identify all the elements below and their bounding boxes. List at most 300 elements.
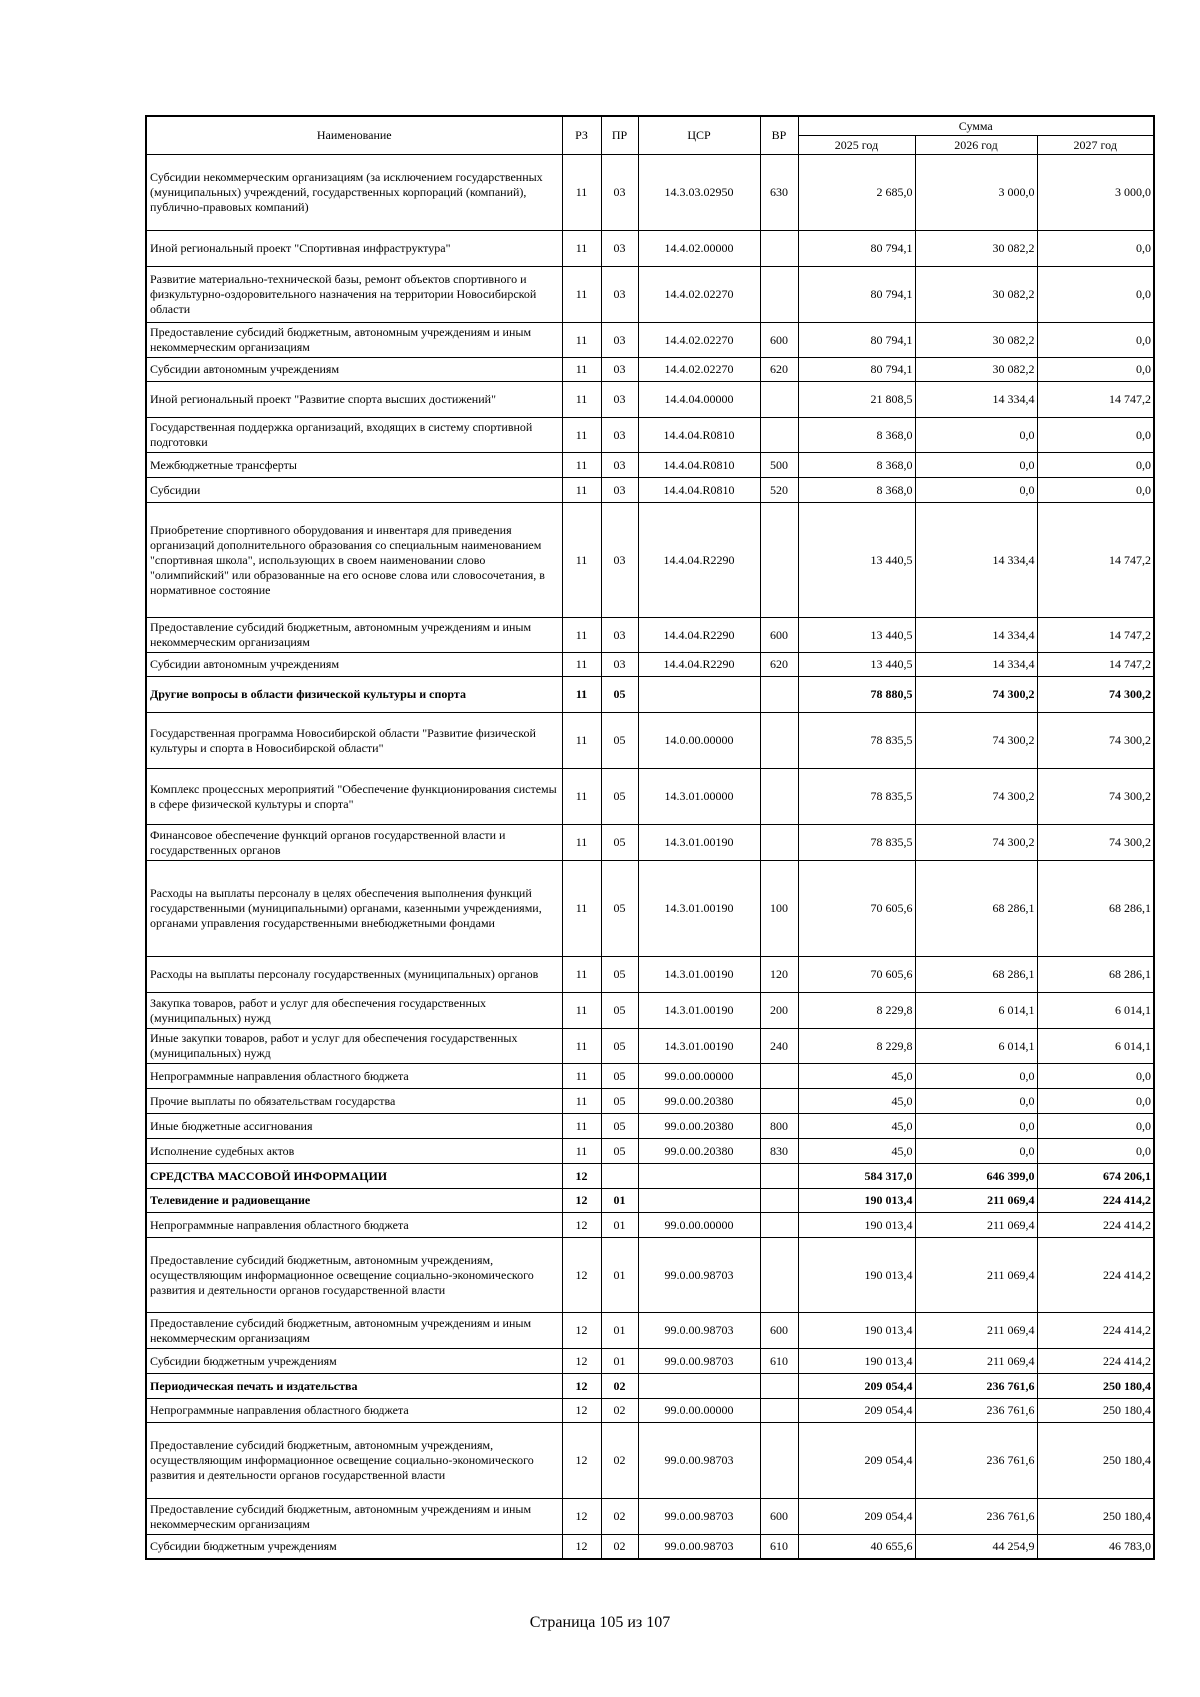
cell-sum-2027: 6 014,1 [1037, 993, 1154, 1029]
table-row [146, 503, 1154, 618]
cell-csr: 99.0.00.20380 [638, 1089, 760, 1114]
cell-sum-2025: 45,0 [798, 1139, 915, 1164]
cell-sum-2026: 74 300,2 [915, 769, 1037, 825]
cell-name: Государственная программа Новосибирской области "Развитие физической культуры и спорта в Новосибирской области" [146, 713, 562, 769]
cell-sum-2025: 13 440,5 [798, 653, 915, 677]
cell-pr: 05 [601, 769, 638, 825]
cell-pr: 05 [601, 957, 638, 993]
cell-rz: 12 [562, 1499, 601, 1535]
cell-rz: 11 [562, 1089, 601, 1114]
cell-name: Периодическая печать и издательства [146, 1374, 562, 1399]
table-row [146, 1139, 1154, 1164]
cell-sum-2026: 74 300,2 [915, 825, 1037, 861]
cell-sum-2026: 68 286,1 [915, 957, 1037, 993]
cell-name: Предоставление субсидий бюджетным, автономным учреждениям и иным некоммерческим организациям [146, 1313, 562, 1349]
cell-sum-2025: 80 794,1 [798, 358, 915, 382]
cell-sum-2025: 190 013,4 [798, 1349, 915, 1374]
cell-csr: 99.0.00.98703 [638, 1313, 760, 1349]
cell-vr: 830 [760, 1139, 798, 1164]
cell-csr: 99.0.00.00000 [638, 1064, 760, 1089]
cell-sum-2026: 6 014,1 [915, 993, 1037, 1029]
table-row [146, 618, 1154, 653]
table-row [146, 1374, 1154, 1399]
cell-pr: 02 [601, 1399, 638, 1423]
cell-rz: 12 [562, 1399, 601, 1423]
cell-rz: 11 [562, 1114, 601, 1139]
cell-vr [760, 1399, 798, 1423]
cell-rz: 11 [562, 653, 601, 677]
cell-rz: 11 [562, 358, 601, 382]
cell-vr [760, 1189, 798, 1213]
cell-vr: 630 [760, 155, 798, 231]
cell-rz: 11 [562, 1029, 601, 1064]
table-row [146, 769, 1154, 825]
cell-csr: 99.0.00.20380 [638, 1114, 760, 1139]
cell-sum-2027: 68 286,1 [1037, 957, 1154, 993]
cell-name: Субсидии бюджетным учреждениям [146, 1535, 562, 1559]
cell-name: Предоставление субсидий бюджетным, автономным учреждениям и иным некоммерческим организациям [146, 618, 562, 653]
cell-sum-2025: 8 229,8 [798, 993, 915, 1029]
cell-csr: 99.0.00.98703 [638, 1349, 760, 1374]
cell-vr: 600 [760, 1499, 798, 1535]
cell-csr: 14.4.04.R2290 [638, 653, 760, 677]
cell-name: Межбюджетные трансферты [146, 453, 562, 478]
cell-sum-2027: 250 180,4 [1037, 1423, 1154, 1499]
cell-name: Государственная поддержка организаций, входящих в систему спортивной подготовки [146, 418, 562, 453]
cell-sum-2027: 0,0 [1037, 358, 1154, 382]
cell-name: Развитие материально-технической базы, ремонт объектов спортивного и физкультурно-оздоровительного назначения на территории Новосибирской области [146, 267, 562, 323]
table-row [146, 1238, 1154, 1313]
cell-sum-2025: 190 013,4 [798, 1313, 915, 1349]
cell-rz: 11 [562, 1139, 601, 1164]
cell-rz: 11 [562, 418, 601, 453]
table-row [146, 957, 1154, 993]
budget-document [145, 115, 1153, 1560]
cell-rz: 12 [562, 1423, 601, 1499]
cell-sum-2027: 0,0 [1037, 453, 1154, 478]
cell-name: Другие вопросы в области физической культуры и спорта [146, 677, 562, 713]
cell-csr: 14.4.04.R0810 [638, 478, 760, 503]
cell-csr [638, 1189, 760, 1213]
cell-sum-2026: 14 334,4 [915, 618, 1037, 653]
cell-sum-2027: 74 300,2 [1037, 825, 1154, 861]
cell-sum-2026: 0,0 [915, 1139, 1037, 1164]
cell-rz: 11 [562, 957, 601, 993]
cell-pr: 05 [601, 1089, 638, 1114]
cell-sum-2026: 0,0 [915, 1064, 1037, 1089]
cell-rz: 11 [562, 267, 601, 323]
cell-name: Непрограммные направления областного бюджета [146, 1064, 562, 1089]
cell-vr [760, 231, 798, 267]
cell-name: Предоставление субсидий бюджетным, автономным учреждениям, осуществляющим информационное освещение социально-экономического развития и деятельности органов государственной власти [146, 1238, 562, 1313]
cell-vr [760, 1213, 798, 1238]
cell-sum-2025: 190 013,4 [798, 1189, 915, 1213]
table-row [146, 1189, 1154, 1213]
cell-csr: 14.4.02.02270 [638, 358, 760, 382]
cell-sum-2027: 224 414,2 [1037, 1189, 1154, 1213]
cell-sum-2026: 236 761,6 [915, 1499, 1037, 1535]
cell-sum-2026: 236 761,6 [915, 1399, 1037, 1423]
cell-sum-2027: 0,0 [1037, 231, 1154, 267]
cell-vr: 520 [760, 478, 798, 503]
cell-vr: 600 [760, 1313, 798, 1349]
cell-name: Иные бюджетные ассигнования [146, 1114, 562, 1139]
cell-sum-2027: 14 747,2 [1037, 503, 1154, 618]
cell-pr: 03 [601, 231, 638, 267]
cell-csr [638, 1164, 760, 1189]
table-row [146, 1423, 1154, 1499]
cell-sum-2026: 0,0 [915, 1089, 1037, 1114]
cell-sum-2025: 80 794,1 [798, 231, 915, 267]
cell-pr: 01 [601, 1238, 638, 1313]
cell-sum-2025: 8 368,0 [798, 453, 915, 478]
table-row [146, 1029, 1154, 1064]
table-row [146, 1064, 1154, 1089]
cell-rz: 11 [562, 677, 601, 713]
cell-name: Финансовое обеспечение функций органов государственной власти и государственных органов [146, 825, 562, 861]
table-row [146, 713, 1154, 769]
cell-name: Предоставление субсидий бюджетным, автономным учреждениям и иным некоммерческим организациям [146, 1499, 562, 1535]
header-year-2025: 2025 год [798, 136, 915, 155]
cell-rz: 11 [562, 713, 601, 769]
cell-sum-2026: 0,0 [915, 418, 1037, 453]
cell-sum-2026: 0,0 [915, 478, 1037, 503]
cell-name: Непрограммные направления областного бюджета [146, 1213, 562, 1238]
cell-pr: 03 [601, 453, 638, 478]
cell-sum-2026: 211 069,4 [915, 1238, 1037, 1313]
cell-rz: 11 [562, 231, 601, 267]
table-row [146, 677, 1154, 713]
cell-name: Субсидии [146, 478, 562, 503]
table-row [146, 653, 1154, 677]
cell-sum-2027: 224 414,2 [1037, 1238, 1154, 1313]
cell-name: СРЕДСТВА МАССОВОЙ ИНФОРМАЦИИ [146, 1164, 562, 1189]
header-rz: РЗ [562, 116, 601, 155]
cell-pr: 03 [601, 653, 638, 677]
table-row [146, 861, 1154, 957]
cell-vr [760, 267, 798, 323]
cell-sum-2026: 0,0 [915, 453, 1037, 478]
cell-rz: 11 [562, 1064, 601, 1089]
cell-sum-2026: 236 761,6 [915, 1423, 1037, 1499]
table-row [146, 1313, 1154, 1349]
cell-pr: 03 [601, 155, 638, 231]
cell-sum-2026: 236 761,6 [915, 1374, 1037, 1399]
table-row [146, 1114, 1154, 1139]
cell-sum-2027: 0,0 [1037, 323, 1154, 358]
cell-sum-2027: 68 286,1 [1037, 861, 1154, 957]
table-row [146, 267, 1154, 323]
cell-sum-2027: 250 180,4 [1037, 1374, 1154, 1399]
cell-pr: 05 [601, 993, 638, 1029]
cell-csr: 14.3.01.00190 [638, 825, 760, 861]
cell-name: Предоставление субсидий бюджетным, автономным учреждениям, осуществляющим информационное освещение социально-экономического развития и деятельности органов государственной власти [146, 1423, 562, 1499]
cell-sum-2026: 211 069,4 [915, 1213, 1037, 1238]
cell-pr: 02 [601, 1423, 638, 1499]
header-pr: ПР [601, 116, 638, 155]
cell-csr [638, 677, 760, 713]
table-row [146, 453, 1154, 478]
cell-rz: 12 [562, 1213, 601, 1238]
cell-vr: 600 [760, 618, 798, 653]
table-row [146, 1349, 1154, 1374]
cell-name: Исполнение судебных актов [146, 1139, 562, 1164]
cell-sum-2026: 74 300,2 [915, 713, 1037, 769]
table-row [146, 478, 1154, 503]
cell-sum-2027: 46 783,0 [1037, 1535, 1154, 1559]
cell-pr: 01 [601, 1349, 638, 1374]
cell-sum-2026: 44 254,9 [915, 1535, 1037, 1559]
cell-sum-2025: 80 794,1 [798, 323, 915, 358]
cell-sum-2025: 45,0 [798, 1089, 915, 1114]
cell-pr: 05 [601, 1029, 638, 1064]
cell-rz: 11 [562, 769, 601, 825]
cell-sum-2026: 14 334,4 [915, 382, 1037, 418]
cell-rz: 12 [562, 1164, 601, 1189]
cell-csr: 14.0.00.00000 [638, 713, 760, 769]
cell-sum-2025: 190 013,4 [798, 1213, 915, 1238]
cell-name: Предоставление субсидий бюджетным, автономным учреждениям и иным некоммерческим организациям [146, 323, 562, 358]
cell-vr [760, 503, 798, 618]
cell-rz: 11 [562, 453, 601, 478]
cell-sum-2027: 14 747,2 [1037, 653, 1154, 677]
table-row [146, 323, 1154, 358]
cell-vr: 100 [760, 861, 798, 957]
header-year-2027: 2027 год [1037, 136, 1154, 155]
cell-sum-2027: 0,0 [1037, 418, 1154, 453]
cell-vr: 240 [760, 1029, 798, 1064]
cell-sum-2026: 30 082,2 [915, 358, 1037, 382]
cell-rz: 12 [562, 1535, 601, 1559]
cell-sum-2027: 74 300,2 [1037, 713, 1154, 769]
cell-rz: 12 [562, 1189, 601, 1213]
cell-sum-2025: 209 054,4 [798, 1374, 915, 1399]
cell-rz: 11 [562, 993, 601, 1029]
cell-rz: 11 [562, 155, 601, 231]
table-row [146, 1499, 1154, 1535]
cell-name: Иной региональный проект "Развитие спорта высших достижений" [146, 382, 562, 418]
cell-sum-2027: 224 414,2 [1037, 1213, 1154, 1238]
cell-vr: 800 [760, 1114, 798, 1139]
cell-csr: 14.4.02.02270 [638, 267, 760, 323]
cell-sum-2027: 6 014,1 [1037, 1029, 1154, 1064]
cell-sum-2027: 0,0 [1037, 1114, 1154, 1139]
table-row [146, 825, 1154, 861]
table-row [146, 1089, 1154, 1114]
cell-pr: 03 [601, 418, 638, 453]
cell-sum-2025: 78 835,5 [798, 769, 915, 825]
cell-csr: 14.4.02.00000 [638, 231, 760, 267]
cell-name: Приобретение спортивного оборудования и инвентаря для приведения организаций дополнительного образования со специальным наименованием "спортивная школа", использующих в своем наименовании слово "олимпийский" или образованные на его основе слова или словосочетания, в нормативное состояние [146, 503, 562, 618]
cell-name: Субсидии некоммерческим организациям (за исключением государственных (муниципальных) учреждений, государственных корпораций (компаний), публично-правовых компаний) [146, 155, 562, 231]
cell-name: Прочие выплаты по обязательствам государства [146, 1089, 562, 1114]
cell-name: Иной региональный проект "Спортивная инфраструктура" [146, 231, 562, 267]
cell-name: Телевидение и радиовещание [146, 1189, 562, 1213]
cell-pr: 01 [601, 1189, 638, 1213]
cell-sum-2025: 40 655,6 [798, 1535, 915, 1559]
table-body [146, 155, 1154, 1559]
table-row [146, 993, 1154, 1029]
cell-sum-2027: 224 414,2 [1037, 1313, 1154, 1349]
header-csr: ЦСР [638, 116, 760, 155]
cell-csr: 99.0.00.00000 [638, 1213, 760, 1238]
cell-sum-2025: 209 054,4 [798, 1423, 915, 1499]
cell-pr: 02 [601, 1499, 638, 1535]
cell-pr: 03 [601, 503, 638, 618]
cell-name: Комплекс процессных мероприятий "Обеспечение функционирования системы в сфере физической культуры и спорта" [146, 769, 562, 825]
cell-csr: 14.3.01.00190 [638, 1029, 760, 1064]
cell-pr: 05 [601, 1064, 638, 1089]
cell-vr: 620 [760, 653, 798, 677]
cell-vr [760, 382, 798, 418]
budget-table [145, 115, 1155, 1560]
cell-sum-2025: 13 440,5 [798, 618, 915, 653]
cell-sum-2027: 0,0 [1037, 1064, 1154, 1089]
cell-sum-2025: 78 880,5 [798, 677, 915, 713]
cell-vr [760, 825, 798, 861]
cell-csr: 14.3.01.00190 [638, 861, 760, 957]
cell-csr: 14.3.01.00000 [638, 769, 760, 825]
cell-csr: 99.0.00.20380 [638, 1139, 760, 1164]
table-header [146, 116, 1154, 155]
cell-pr [601, 1164, 638, 1189]
cell-csr: 99.0.00.00000 [638, 1399, 760, 1423]
cell-csr: 14.4.04.R0810 [638, 418, 760, 453]
cell-sum-2027: 74 300,2 [1037, 769, 1154, 825]
header-vr: ВР [760, 116, 798, 155]
cell-pr: 03 [601, 358, 638, 382]
cell-csr [638, 1374, 760, 1399]
cell-vr [760, 769, 798, 825]
cell-csr: 14.4.04.R0810 [638, 453, 760, 478]
cell-sum-2025: 190 013,4 [798, 1238, 915, 1313]
cell-sum-2025: 70 605,6 [798, 957, 915, 993]
cell-pr: 03 [601, 478, 638, 503]
cell-pr: 05 [601, 861, 638, 957]
cell-name: Непрограммные направления областного бюджета [146, 1399, 562, 1423]
cell-sum-2026: 30 082,2 [915, 323, 1037, 358]
cell-rz: 12 [562, 1349, 601, 1374]
cell-csr: 14.4.04.00000 [638, 382, 760, 418]
cell-rz: 11 [562, 618, 601, 653]
cell-pr: 05 [601, 1139, 638, 1164]
cell-rz: 11 [562, 323, 601, 358]
cell-vr [760, 1374, 798, 1399]
cell-vr: 600 [760, 323, 798, 358]
cell-sum-2027: 0,0 [1037, 478, 1154, 503]
cell-csr: 14.4.04.R2290 [638, 618, 760, 653]
cell-rz: 12 [562, 1238, 601, 1313]
cell-pr: 05 [601, 825, 638, 861]
cell-sum-2027: 0,0 [1037, 1089, 1154, 1114]
header-name: Наименование [146, 116, 562, 155]
cell-sum-2026: 14 334,4 [915, 503, 1037, 618]
cell-sum-2025: 78 835,5 [798, 713, 915, 769]
cell-sum-2027: 0,0 [1037, 267, 1154, 323]
cell-sum-2026: 68 286,1 [915, 861, 1037, 957]
cell-vr: 200 [760, 993, 798, 1029]
cell-sum-2025: 80 794,1 [798, 267, 915, 323]
cell-sum-2026: 0,0 [915, 1114, 1037, 1139]
cell-pr: 01 [601, 1313, 638, 1349]
header-sum: Сумма [798, 116, 1154, 136]
table-row [146, 155, 1154, 231]
cell-sum-2025: 209 054,4 [798, 1499, 915, 1535]
cell-vr [760, 1089, 798, 1114]
cell-pr: 03 [601, 618, 638, 653]
cell-vr [760, 418, 798, 453]
cell-sum-2027: 224 414,2 [1037, 1349, 1154, 1374]
cell-csr: 14.3.01.00190 [638, 993, 760, 1029]
cell-pr: 03 [601, 382, 638, 418]
cell-sum-2025: 45,0 [798, 1114, 915, 1139]
cell-sum-2025: 584 317,0 [798, 1164, 915, 1189]
cell-sum-2025: 8 368,0 [798, 478, 915, 503]
cell-sum-2027: 250 180,4 [1037, 1399, 1154, 1423]
cell-csr: 99.0.00.98703 [638, 1423, 760, 1499]
cell-rz: 12 [562, 1313, 601, 1349]
table-row [146, 1399, 1154, 1423]
cell-rz: 12 [562, 1374, 601, 1399]
cell-sum-2027: 0,0 [1037, 1139, 1154, 1164]
cell-sum-2026: 646 399,0 [915, 1164, 1037, 1189]
cell-sum-2026: 3 000,0 [915, 155, 1037, 231]
cell-sum-2026: 211 069,4 [915, 1189, 1037, 1213]
cell-name: Субсидии бюджетным учреждениям [146, 1349, 562, 1374]
cell-name: Расходы на выплаты персоналу государственных (муниципальных) органов [146, 957, 562, 993]
cell-vr [760, 1423, 798, 1499]
cell-csr: 14.3.03.02950 [638, 155, 760, 231]
cell-sum-2027: 3 000,0 [1037, 155, 1154, 231]
cell-csr: 99.0.00.98703 [638, 1535, 760, 1559]
cell-sum-2025: 45,0 [798, 1064, 915, 1089]
page-number: Страница 105 из 107 [529, 1614, 671, 1631]
table-row [146, 358, 1154, 382]
cell-sum-2025: 8 229,8 [798, 1029, 915, 1064]
cell-vr [760, 1064, 798, 1089]
cell-sum-2026: 14 334,4 [915, 653, 1037, 677]
cell-vr [760, 713, 798, 769]
cell-pr: 02 [601, 1535, 638, 1559]
cell-rz: 11 [562, 503, 601, 618]
cell-pr: 02 [601, 1374, 638, 1399]
cell-csr: 14.4.02.02270 [638, 323, 760, 358]
cell-sum-2026: 211 069,4 [915, 1313, 1037, 1349]
cell-csr: 99.0.00.98703 [638, 1499, 760, 1535]
cell-vr: 610 [760, 1535, 798, 1559]
cell-vr: 620 [760, 358, 798, 382]
table-row [146, 1213, 1154, 1238]
table-row [146, 1535, 1154, 1559]
cell-sum-2027: 250 180,4 [1037, 1499, 1154, 1535]
cell-sum-2025: 21 808,5 [798, 382, 915, 418]
cell-name: Субсидии автономным учреждениям [146, 653, 562, 677]
cell-vr: 610 [760, 1349, 798, 1374]
cell-sum-2027: 14 747,2 [1037, 382, 1154, 418]
cell-vr [760, 1238, 798, 1313]
cell-csr: 14.4.04.R2290 [638, 503, 760, 618]
cell-pr: 05 [601, 1114, 638, 1139]
cell-vr: 120 [760, 957, 798, 993]
cell-rz: 11 [562, 478, 601, 503]
cell-pr: 03 [601, 267, 638, 323]
cell-vr: 500 [760, 453, 798, 478]
cell-csr: 99.0.00.98703 [638, 1238, 760, 1313]
table-row [146, 231, 1154, 267]
cell-rz: 11 [562, 825, 601, 861]
cell-sum-2026: 211 069,4 [915, 1349, 1037, 1374]
cell-name: Расходы на выплаты персоналу в целях обеспечения выполнения функций государственными (муниципальными) органами, казенными учреждениями, органами управления государственными внебюджетными фондами [146, 861, 562, 957]
